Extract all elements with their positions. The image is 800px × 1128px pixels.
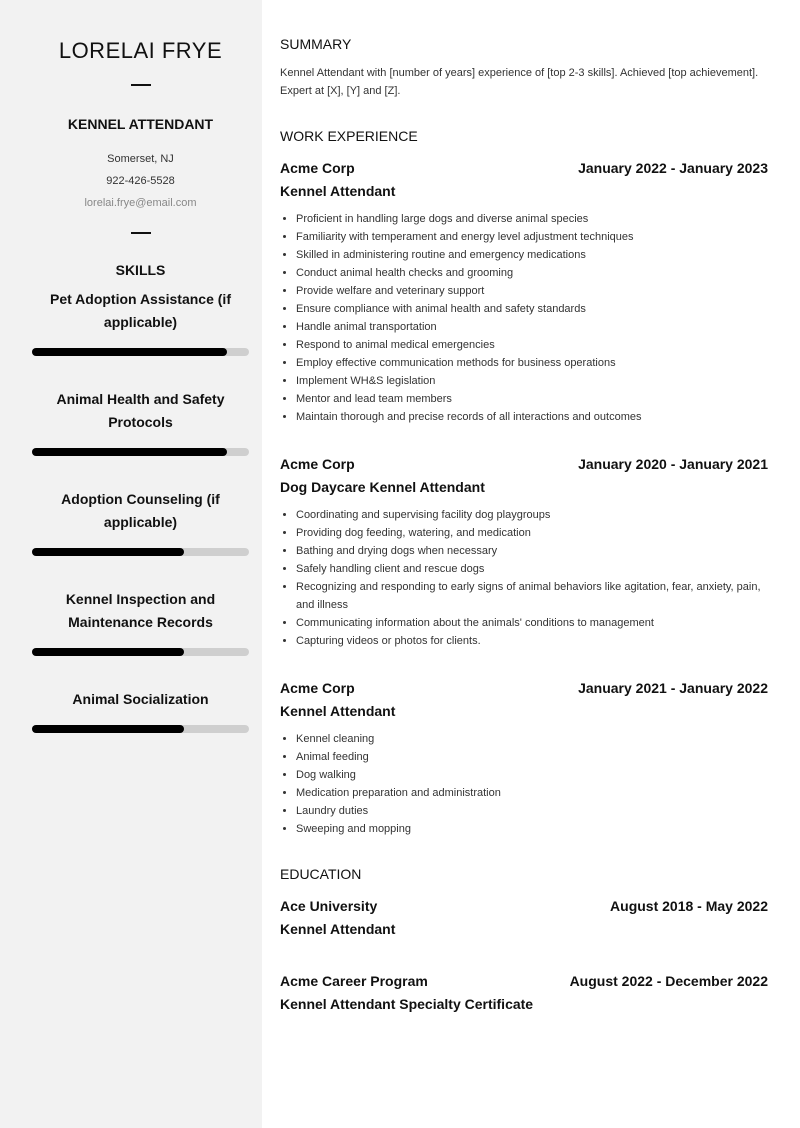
candidate-name: LORELAI FRYE — [58, 38, 223, 63]
bullet-item: • Laundry duties — [296, 802, 768, 820]
skill-name: Kennel Inspection and Maintenance Records — [65, 591, 216, 630]
divider — [131, 84, 151, 86]
bullet-item: • Familiarity with temperament and energy level adjustment techniques — [296, 228, 768, 246]
skill-item — [32, 688, 249, 733]
bullet-item: • Kennel cleaning — [296, 730, 768, 748]
job-title: Kennel Attendant — [280, 183, 396, 199]
bullet-item: • Proficient in handling large dogs and diverse animal species — [296, 210, 768, 228]
summary-text: Kennel Attendant with [number of years] experience of [top 2-3 skills]. Achieved [top achievement]. Expert at [X], [Y] and [Z]. — [280, 67, 759, 97]
job-dates: January 2020 - January 2021 — [578, 456, 768, 472]
bullet-item: • Mentor and lead team members — [296, 390, 768, 408]
education-entry — [280, 896, 768, 939]
education-header — [280, 896, 768, 916]
skill-level-fill — [32, 448, 227, 456]
sidebar — [0, 0, 262, 1128]
education-heading: EDUCATION — [280, 866, 362, 882]
candidate-role: KENNEL ATTENDANT — [67, 116, 214, 132]
bullet-item: • Bathing and drying dogs when necessary — [296, 542, 768, 560]
skill-level-bar — [32, 348, 249, 356]
job-entry — [280, 678, 768, 838]
bullet-item: • Providing dog feeding, watering, and medication — [296, 524, 768, 542]
job-company: Acme Corp — [280, 680, 355, 696]
bullet-item: • Animal feeding — [296, 748, 768, 766]
job-title: Kennel Attendant — [280, 703, 396, 719]
skill-item — [32, 388, 249, 456]
bullet-item: • Maintain thorough and precise records of all interactions and outcomes — [296, 408, 768, 426]
skill-name: Pet Adoption Assistance (if applicable) — [50, 291, 231, 330]
education-dates: August 2022 - December 2022 — [569, 973, 768, 989]
location: Somerset, NJ — [107, 153, 174, 165]
bullet-item: • Skilled in administering routine and emergency medications — [296, 246, 768, 264]
bullet-item: • Capturing videos or photos for clients. — [296, 632, 768, 650]
bullet-item: • Communicating information about the animals' conditions to management — [296, 614, 768, 632]
skills-heading: SKILLS — [115, 262, 166, 278]
job-dates: January 2022 - January 2023 — [578, 160, 768, 176]
phone: 922-426-5528 — [106, 175, 175, 187]
bullet-item: • Sweeping and mopping — [296, 820, 768, 838]
job-entry — [280, 454, 768, 650]
skill-item — [32, 488, 249, 556]
divider — [131, 232, 151, 234]
skill-level-fill — [32, 648, 184, 656]
skill-level-bar — [32, 548, 249, 556]
skill-item — [32, 288, 249, 356]
bullet-item: • Provide welfare and veterinary support — [296, 282, 768, 300]
bullet-item: • Recognizing and responding to early signs of animal behaviors like agitation, fear, anxiety, pain, and illness — [296, 578, 768, 614]
skill-level-bar — [32, 648, 249, 656]
skill-name: Adoption Counseling (if applicable) — [61, 491, 220, 530]
job-bullets — [280, 730, 768, 838]
bullet-item: • Conduct animal health checks and grooming — [296, 264, 768, 282]
bullet-item: • Employ effective communication methods for business operations — [296, 354, 768, 372]
contact-info — [32, 148, 249, 214]
bullet-item: • Implement WH&S legislation — [296, 372, 768, 390]
job-bullets — [280, 506, 768, 650]
skills-list — [32, 288, 249, 733]
bullet-item: • Dog walking — [296, 766, 768, 784]
bullet-item: • Coordinating and supervising facility dog playgroups — [296, 506, 768, 524]
education-degree: Kennel Attendant — [280, 921, 396, 937]
skill-name: Animal Socialization — [72, 691, 209, 707]
skill-level-fill — [32, 548, 184, 556]
bullet-item: • Ensure compliance with animal health and safety standards — [296, 300, 768, 318]
bullet-item: • Respond to animal medical emergencies — [296, 336, 768, 354]
education-school: Acme Career Program — [280, 973, 428, 989]
skill-level-fill — [32, 348, 227, 356]
job-header — [280, 158, 768, 178]
sidebar-content — [32, 32, 249, 733]
skill-name: Animal Health and Safety Protocols — [56, 391, 225, 430]
skill-item — [32, 588, 249, 656]
job-bullets — [280, 210, 768, 426]
main-content — [280, 34, 768, 1014]
bullet-item: • Handle animal transportation — [296, 318, 768, 336]
skill-level-fill — [32, 725, 184, 733]
education-degree: Kennel Attendant Specialty Certificate — [280, 996, 534, 1012]
skill-level-bar — [32, 448, 249, 456]
job-entry — [280, 158, 768, 426]
bullet-item: • Medication preparation and administration — [296, 784, 768, 802]
job-header — [280, 454, 768, 474]
education-header — [280, 971, 768, 991]
skill-level-bar — [32, 725, 249, 733]
email-link[interactable]: lorelai.frye@email.com — [84, 197, 197, 209]
job-dates: January 2021 - January 2022 — [578, 680, 768, 696]
bullet-item: • Safely handling client and rescue dogs — [296, 560, 768, 578]
education-entry — [280, 971, 768, 1014]
job-header — [280, 678, 768, 698]
summary-heading: SUMMARY — [280, 36, 352, 52]
experience-heading: WORK EXPERIENCE — [280, 128, 418, 144]
job-company: Acme Corp — [280, 160, 355, 176]
education-school: Ace University — [280, 898, 378, 914]
job-company: Acme Corp — [280, 456, 355, 472]
education-dates: August 2018 - May 2022 — [610, 898, 768, 914]
job-title: Dog Daycare Kennel Attendant — [280, 479, 485, 495]
